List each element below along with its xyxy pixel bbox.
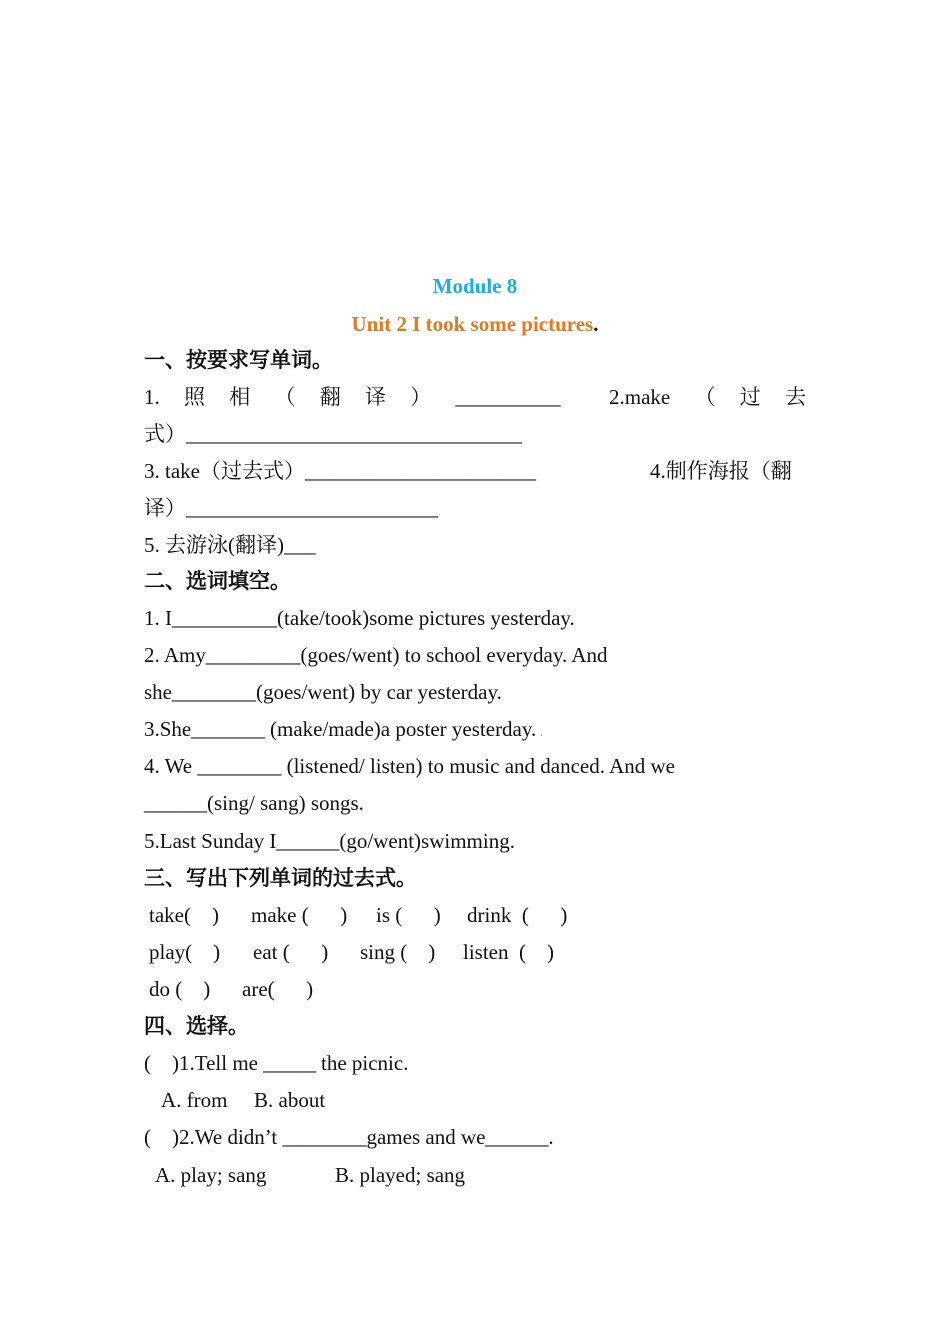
section3-cell: take( ) — [149, 903, 219, 927]
q1-char: ） — [410, 385, 432, 409]
section1-q1-line — [144, 384, 806, 410]
module-title: Module 8 — [432, 274, 518, 298]
q1-char: （ — [274, 385, 296, 409]
section3-cell: play( ) — [149, 940, 221, 964]
section1-q4-cont: 译）________________________ — [144, 496, 438, 520]
section3-cell: listen ( ) — [463, 940, 554, 964]
unit-title-period: . — [593, 312, 599, 336]
section3-cell: is ( ) — [376, 903, 441, 927]
q2-char: 去 — [784, 385, 806, 409]
q2-label: 2.make — [609, 385, 671, 409]
section1-heading: 一、按要求写单词。 — [144, 348, 333, 372]
section4-q1: ( )1.Tell me _____ the picnic. — [144, 1051, 409, 1075]
section1-q3: 3. take（过去式）______________________ — [144, 459, 536, 483]
section4-q2: ( )2.We didn’t ________games and we______. — [144, 1125, 554, 1149]
section3-cell: eat ( ) — [253, 940, 329, 964]
section2-line: 1. I__________(take/took)some pictures yesterday. — [144, 606, 575, 630]
q1-blank: __________ — [455, 385, 561, 409]
q1-number: 1. — [144, 385, 160, 409]
section1-q4: 4.制作海报（翻 — [650, 459, 792, 483]
section2-line-text: 3.She_______ (make/made)a poster yesterday. — [144, 717, 537, 741]
section2-line: 4. We ________ (listened/ listen) to music and danced. And we — [144, 754, 675, 778]
section3-cell: make ( ) — [251, 903, 348, 927]
section3-cell: do ( ) — [149, 977, 211, 1001]
q1-char: 照 — [184, 385, 205, 409]
section2-line: ______(sing/ sang) songs. — [144, 791, 364, 815]
section4-q2-option-a: A. play; sang — [155, 1163, 267, 1187]
section1-q5: 5. 去游泳(翻译)___ — [144, 533, 316, 557]
section3-cell: are( ) — [242, 977, 314, 1001]
q1-char: 译 — [365, 385, 386, 409]
section1-q2-cont: 式）________________________________ — [144, 422, 522, 446]
section4-q1-option-b: B. about — [254, 1088, 326, 1112]
section2-line: 2. Amy_________(goes/went) to school everyday. And — [144, 643, 608, 667]
q2-char: （ — [694, 385, 716, 409]
unit-title-text: Unit 2 I took some pictures — [351, 312, 594, 336]
q2-char: 过 — [739, 385, 761, 409]
section3-cell: drink ( ) — [467, 903, 568, 927]
section4-heading: 四、选择。 — [144, 1014, 249, 1038]
unit-title — [0, 311, 950, 337]
section4-q1-option-a: A. from — [161, 1088, 228, 1112]
q1-char: 翻 — [319, 385, 341, 409]
section4-q2-option-b: B. played; sang — [335, 1163, 466, 1187]
stray-dot: . — [536, 725, 544, 740]
section2-heading: 二、选词填空。 — [144, 569, 291, 593]
q1-char: 相 — [229, 385, 251, 409]
section2-line: she________(goes/went) by car yesterday. — [144, 680, 502, 704]
section3-heading: 三、写出下列单词的过去式。 — [144, 866, 417, 890]
section2-line — [144, 716, 543, 746]
section2-line: 5.Last Sunday I______(go/went)swimming. — [144, 829, 515, 853]
section3-cell: sing ( ) — [360, 940, 436, 964]
